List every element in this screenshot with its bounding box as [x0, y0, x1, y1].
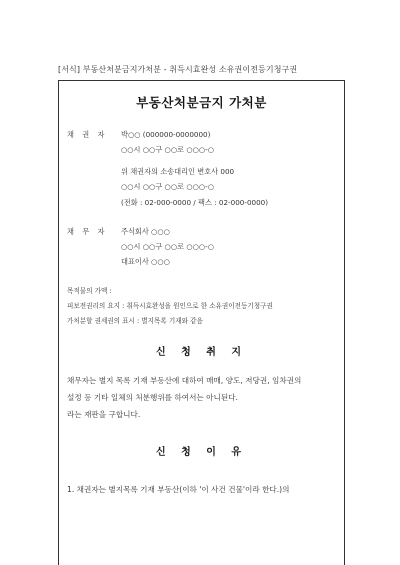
- creditor-agent-address: ○○시 ○○구 ○○로 ○○○-○: [121, 182, 214, 191]
- purpose-heading: 신 청 취 지: [155, 347, 248, 358]
- document-frame: [58, 80, 345, 565]
- document-title: 부동산처분금지 가처분: [136, 95, 267, 110]
- creditor-agent: 위 채권자의 소송대리인 변호사 000: [121, 167, 235, 176]
- debtor-representative: 대표이사 ○○○: [121, 257, 170, 266]
- creditor-address: ○○시 ○○구 ○○로 ○○○-○: [121, 145, 214, 154]
- purpose-line-1: 채무자는 별지 목록 기재 부동산에 대하여 매매, 양도, 저당권, 임차권의: [67, 376, 302, 385]
- secured-right: 피보전권리의 요지 : 취득시효완성을 원인으로 한 소유권이전등기청구권: [67, 302, 273, 310]
- creditor-name: 박○○ (000000-0000000): [121, 130, 211, 139]
- creditor-agent-contact: (전화 : 02-000-0000 / 팩스 : 02-000-0000): [121, 198, 269, 207]
- debtor-name: 주식회사 ○○○: [121, 227, 170, 236]
- purpose-line-3: 라는 재판을 구합니다.: [67, 410, 141, 419]
- purpose-line-2: 설정 등 기타 일체의 처분행위를 하여서는 아니된다.: [67, 393, 238, 402]
- form-caption: [서식] 부동산처분금지가처분 - 취득시효완성 소유권이전등기청구권: [58, 65, 298, 74]
- debtor-address: ○○시 ○○구 ○○로 ○○○-○: [121, 242, 214, 251]
- creditor-label: 채 권 자: [67, 130, 108, 139]
- reason-heading: 신 청 이 유: [155, 447, 248, 458]
- reason-line-1: 1. 채권자는 별지목록 기재 부동산(이하 '이 사건 건물'이라 한다.)의: [67, 485, 290, 494]
- debtor-label: 채 무 자: [67, 227, 108, 236]
- object-value: 목적물의 가액 :: [67, 287, 112, 295]
- property-display: 가처분할 권세권의 표시 : 별지목록 기재와 같음: [67, 317, 203, 325]
